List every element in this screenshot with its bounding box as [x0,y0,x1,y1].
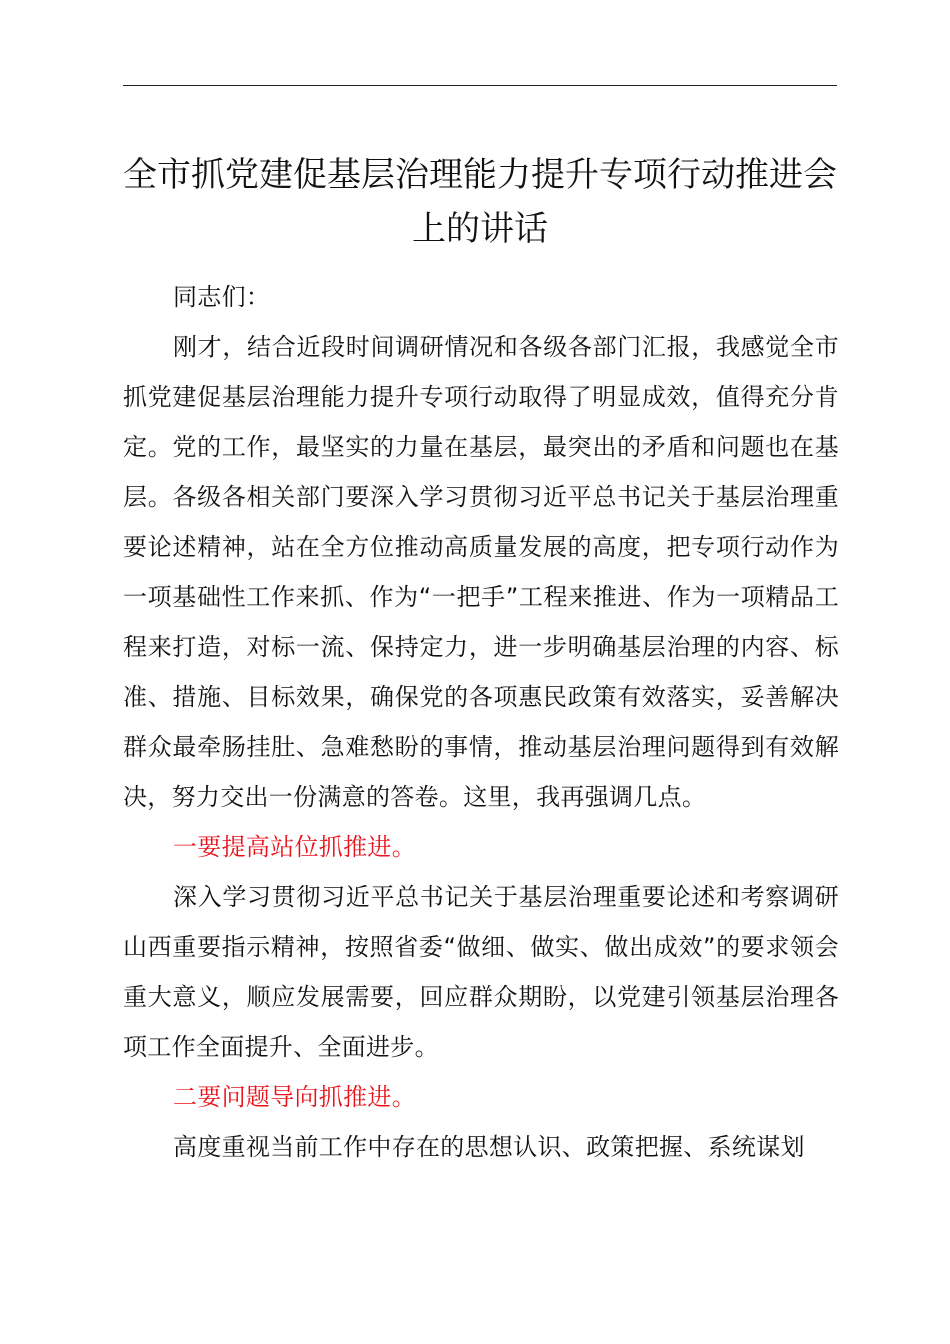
document-title: 全市抓党建促基层治理能力提升专项行动推进会上的讲话 [123,155,837,249]
header-rule [123,85,837,86]
section-paragraph-2: 高度重视当前工作中存在的思想认识、政策把握、系统谋划 [173,1133,805,1161]
section-heading-1: 一要提高站位抓推进。 [173,833,416,861]
section-heading-2: 二要问题导向抓推进。 [173,1083,416,1111]
salutation: 同志们： [173,283,271,311]
intro-paragraph: 刚才，结合近段时间调研情况和各级各部门汇报，我感觉全市抓党建促基层治理能力提升专项行动取得了明显成效，值得充分肯定。党的工作，最坚实的力量在基层，最突出的矛盾和问题也在基层。各级各相关部门要深入学习贯彻习近平总书记关于基层治理重要论述精神，站在全方位推动高质量发展的高度，把专项行动作为一项基础性工作来抓、作为“一把手”工程来推进、作为一项精品工程来打造，对标一流、保持定力，进一步明确基层治理的内容、标准、措施、目标效果，确保党的各项惠民政策有效落实，妥善解决群众最牵肠挂肚、急难愁盼的事情，推动基层治理问题得到有效解决，努力交出一份满意的答卷。这里，我再强调几点。 [123,333,839,811]
document-body [123,272,839,1172]
section-paragraph-1: 深入学习贯彻习近平总书记关于基层治理重要论述和考察调研山西重要指示精神，按照省委“做细、做实、做出成效”的要求领会重大意义，顺应发展需要，回应群众期盼，以党建引领基层治理各项工作全面提升、全面进步。 [123,883,839,1061]
